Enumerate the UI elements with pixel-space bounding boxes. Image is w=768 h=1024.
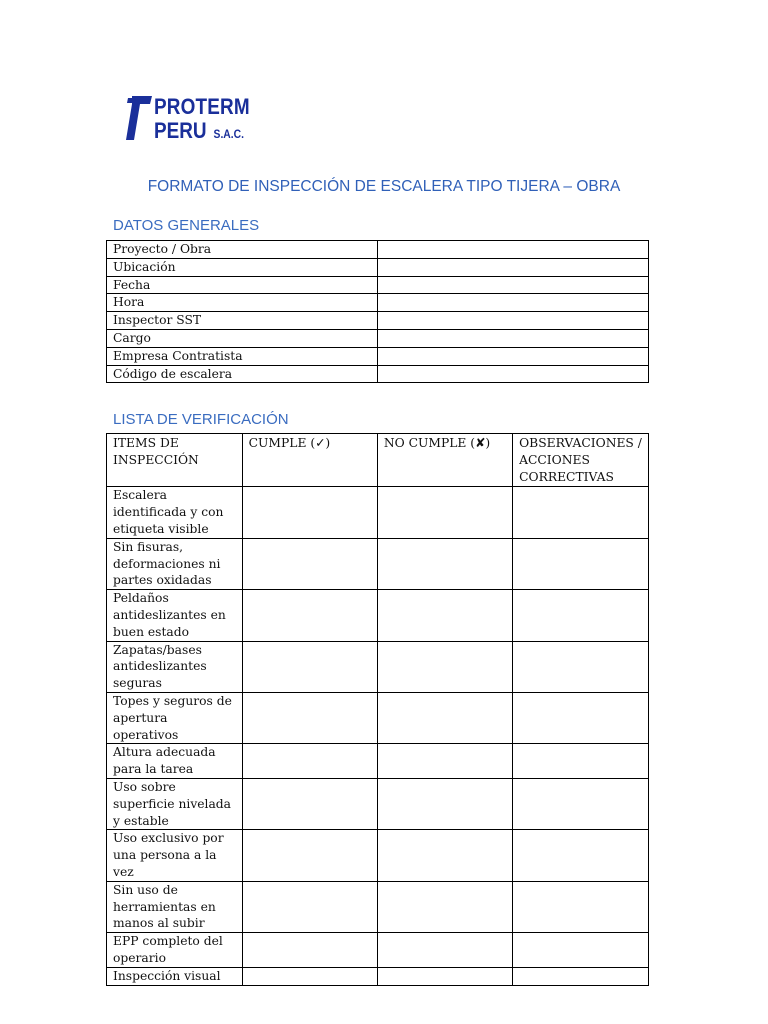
observaciones-cell[interactable] [513,590,649,641]
no-cumple-cell[interactable] [377,538,512,589]
table-row [107,258,649,276]
logo-mark-icon [126,96,152,140]
field-value-cell[interactable] [378,294,649,312]
cumple-cell[interactable] [242,590,377,641]
no-cumple-cell[interactable] [377,778,512,829]
observaciones-cell[interactable] [513,744,649,779]
no-cumple-cell[interactable] [377,881,512,932]
observaciones-cell[interactable] [513,487,649,538]
inspection-item: Inspección visual [107,967,243,985]
section-heading-general: DATOS GENERALES [113,217,260,234]
table-row [107,312,649,330]
inspection-item: Topes y seguros de apertura operativos [107,692,243,743]
table-row [107,641,649,692]
section-heading-checklist: LISTA DE VERIFICACIÓN [113,411,289,428]
inspection-item: Sin fisuras, deformaciones ni partes oxidadas [107,538,243,589]
table-row [107,778,649,829]
field-label: Código de escalera [107,365,378,383]
logo-line2-text: PERU [154,118,207,143]
table-row [107,590,649,641]
field-label: Ubicación [107,258,378,276]
cumple-cell[interactable] [242,744,377,779]
cumple-cell[interactable] [242,692,377,743]
observaciones-cell[interactable] [513,778,649,829]
no-cumple-cell[interactable] [377,590,512,641]
table-row [107,830,649,881]
logo-line1: PROTERM [154,94,250,119]
inspection-item: Uso exclusivo por una persona a la vez [107,830,243,881]
inspection-item: EPP completo del operario [107,933,243,968]
field-label: Empresa Contratista [107,347,378,365]
page-title: FORMATO DE INSPECCIÓN DE ESCALERA TIPO TIJERA – OBRA [147,178,621,195]
inspection-item: Sin uso de herramientas en manos al subir [107,881,243,932]
logo-wordmark [154,96,265,145]
table-row [107,276,649,294]
inspection-item: Altura adecuada para la tarea [107,744,243,779]
no-cumple-cell[interactable] [377,933,512,968]
logo-line2 [154,120,250,145]
no-cumple-cell[interactable] [377,641,512,692]
no-cumple-cell[interactable] [377,744,512,779]
observaciones-cell[interactable] [513,881,649,932]
cumple-cell[interactable] [242,933,377,968]
observaciones-cell[interactable] [513,538,649,589]
observaciones-cell[interactable] [513,641,649,692]
cumple-cell[interactable] [242,881,377,932]
field-label: Hora [107,294,378,312]
cumple-cell[interactable] [242,487,377,538]
table-row [107,881,649,932]
column-header-no-cumple: NO CUMPLE (✘) [377,434,512,487]
cumple-cell[interactable] [242,830,377,881]
column-header-items: ITEMS DE INSPECCIÓN [107,434,243,487]
table-row [107,365,649,383]
checklist-header-row [107,434,649,487]
no-cumple-cell[interactable] [377,830,512,881]
table-row [107,744,649,779]
field-value-cell[interactable] [378,276,649,294]
table-row [107,967,649,985]
observaciones-cell[interactable] [513,967,649,985]
table-row [107,294,649,312]
company-logo [126,94,250,144]
table-row [107,241,649,259]
observaciones-cell[interactable] [513,692,649,743]
field-label: Fecha [107,276,378,294]
cumple-cell[interactable] [242,778,377,829]
table-row [107,692,649,743]
general-data-table [106,240,649,383]
cumple-cell[interactable] [242,538,377,589]
observaciones-cell[interactable] [513,933,649,968]
field-value-cell[interactable] [378,258,649,276]
inspection-item: Zapatas/bases antideslizantes seguras [107,641,243,692]
table-row [107,487,649,538]
field-label: Cargo [107,329,378,347]
checklist-table [106,433,649,986]
inspection-item: Escalera identificada y con etiqueta visible [107,487,243,538]
inspection-item: Uso sobre superficie nivelada y estable [107,778,243,829]
column-header-observaciones: OBSERVACIONES / ACCIONES CORRECTIVAS [513,434,649,487]
table-row [107,329,649,347]
cumple-cell[interactable] [242,641,377,692]
table-row [107,347,649,365]
column-header-cumple: CUMPLE (✓) [242,434,377,487]
field-value-cell[interactable] [378,365,649,383]
cumple-cell[interactable] [242,967,377,985]
no-cumple-cell[interactable] [377,967,512,985]
field-value-cell[interactable] [378,329,649,347]
field-value-cell[interactable] [378,312,649,330]
field-value-cell[interactable] [378,241,649,259]
logo-suffix: S.A.C. [213,127,244,141]
no-cumple-cell[interactable] [377,692,512,743]
observaciones-cell[interactable] [513,830,649,881]
no-cumple-cell[interactable] [377,487,512,538]
table-row [107,538,649,589]
field-value-cell[interactable] [378,347,649,365]
field-label: Inspector SST [107,312,378,330]
inspection-item: Peldaños antideslizantes en buen estado [107,590,243,641]
table-row [107,933,649,968]
field-label: Proyecto / Obra [107,241,378,259]
